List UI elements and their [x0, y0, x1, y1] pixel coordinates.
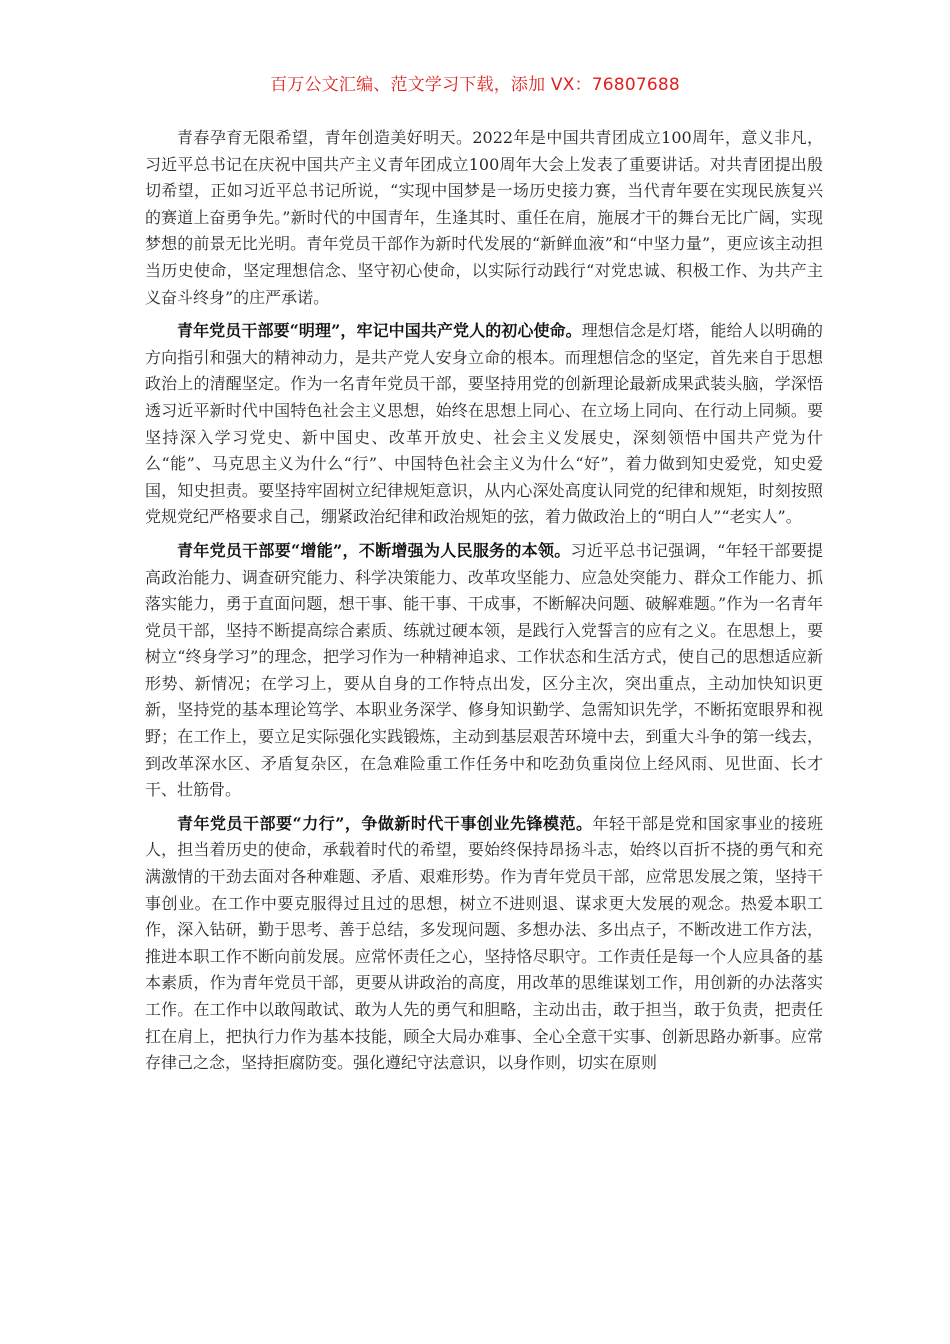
- paragraph-text: 习近平总书记强调，“年轻干部要提高政治能力、调查研究能力、科学决策能力、改革攻坚能力、应急处突能力、群众工作能力、抓落实能力，勇于直面问题，想干事、能干事、干成事，不断解决问题、破解难题。”作为一名青年党员干部，坚持不断提高综合素质、练就过硬本领，是践行入党誓言的应有之义。在思想上，要树立“终身学习”的理念，把学习作为一种精神追求、工作状态和生活方式，使自己的思想适应新形势、新情况；在学习上，要从自身的工作特点出发，区分主次，突出重点，主动加快知识更新，坚持党的基本理论笃学、本职业务深学、修身知识勤学、急需知识先学，不断拓宽眼界和视野；在工作上，要立足实际强化实践锻炼，主动到基层艰苦环境中去，到重大斗争的第一线去，到改革深水区、矛盾复杂区，在急难险重工作任务中和吃劲负重岗位上经风雨、见世面、长才干、壮筋骨。: [145, 540, 823, 800]
- article-body: [145, 125, 823, 1084]
- paragraph-text: 青春孕育无限希望，青年创造美好明天。2022年是中国共青团成立100周年，意义非凡，习近平总书记在庆祝中国共产主义青年团成立100周年大会上发表了重要讲话。对共青团提出殷切希望，正如习近平总书记所说，“实现中国梦是一场历史接力赛，当代青年要在实现民族复兴的赛道上奋勇争先。”新时代的中国青年，生逢其时、重任在肩，施展才干的舞台无比广阔，实现梦想的前景无比光明。青年党员干部作为新时代发展的“新鲜血液”和“中坚力量”，更应该主动担当历史使命，坚定理想信念、坚守初心使命，以实际行动践行“对党忠诚、积极工作、为共产主义奋斗终身”的庄严承诺。: [145, 128, 823, 307]
- paragraph-lixing: [145, 811, 823, 1077]
- paragraph-mingli: [145, 318, 823, 531]
- paragraph-lead: 青年党员干部要“明理”，牢记中国共产党人的初心使命。: [177, 321, 582, 341]
- paragraph-text: 理想信念是灯塔，能给人以明确的方向指引和强大的精神动力，是共产党人安身立命的根本。而理想信念的坚定，首先来自于思想政治上的清醒坚定。作为一名青年党员干部，要坚持用党的创新理论最新成果武装头脑，学深悟透习近平新时代中国特色社会主义思想，始终在思想上同心、在立场上同向、在行动上同频。要坚持深入学习党史、新中国史、改革开放史、社会主义发展史，深刻领悟中国共产党为什么“能”、马克思主义为什么“行”、中国特色社会主义为什么“好”，着力做到知史爱党，知史爱国，知史担责。要坚持牢固树立纪律规矩意识，从内心深处高度认同党的纪律和规矩，时刻按照党规党纪严格要求自己，绷紧政治纪律和政治规矩的弦，着力做政治上的“明白人”“老实人”。: [145, 321, 823, 527]
- paragraph-zengneng: [145, 538, 823, 804]
- paragraph-intro: [145, 125, 823, 311]
- paragraph-lead: 青年党员干部要“增能”，不断增强为人民服务的本领。: [177, 540, 571, 560]
- paragraph-text: 年轻干部是党和国家事业的接班人，担当着历史的使命，承载着时代的希望，要始终保持昂扬斗志，始终以百折不挠的勇气和充满激情的干劲去面对各种难题、矛盾、艰难形势。作为青年党员干部，应常思发展之策，坚持干事创业。在工作中要克服得过且过的思想，树立不进则退、谋求更大发展的观念。热爱本职工作，深入钻研，勤于思考、善于总结，多发现问题、多想办法、多出点子，不断改进工作方法，推进本职工作不断向前发展。应常怀责任之心，坚持恪尽职守。工作责任是每一个人应具备的基本素质，作为青年党员干部，更要从讲政治的高度，用改革的思维谋划工作，用创新的办法落实工作。在工作中以敢闯敢试、敢为人先的勇气和胆略，主动出击，敢于担当，敢于负责，把责任扛在肩上，把执行力作为基本技能，顾全大局办难事、全心全意干实事、创新思路办新事。应常存律己之念，坚持拒腐防变。强化遵纪守法意识，以身作则，切实在原则: [145, 813, 823, 1073]
- paragraph-lead: 青年党员干部要“力行”，争做新时代干事创业先锋模范。: [177, 813, 593, 833]
- header-banner: 百万公文汇编、范文学习下载，添加 VX：76807688: [270, 75, 680, 95]
